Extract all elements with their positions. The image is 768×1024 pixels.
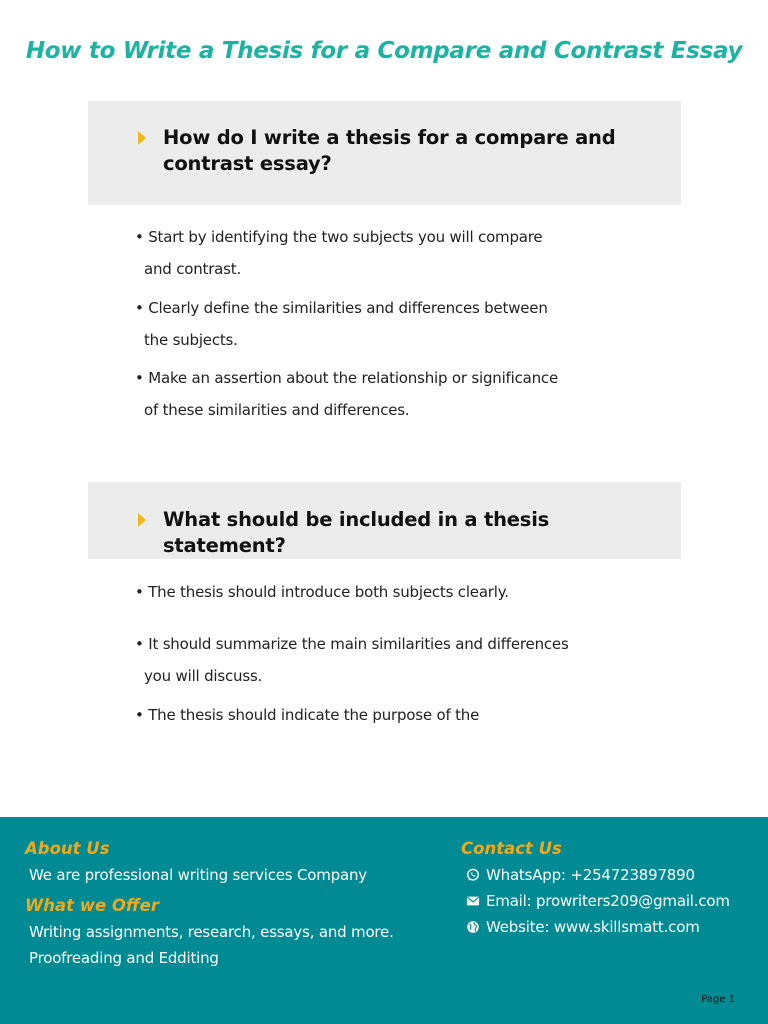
envelope-icon — [466, 894, 480, 908]
offer-line: Writing assignments, research, essays, and more. — [29, 923, 394, 941]
about-title: About Us — [25, 839, 110, 858]
page-title: How to Write a Thesis for a Compare and Contrast Essay — [25, 38, 743, 64]
bullet-item: • It should summarize the main similarities and differences you will discuss. — [135, 635, 569, 685]
bullet-item: • The thesis should indicate the purpose of the — [135, 706, 480, 724]
bullet-item: • Make an assertion about the relationship or significance of these similarities and differences. — [135, 369, 559, 419]
offer-title: What we Offer — [25, 896, 159, 915]
caret-right-icon — [138, 131, 146, 145]
offer-line: Proofreading and Edditing — [29, 949, 219, 967]
bullet-item: • Start by identifying the two subjects you will compare and contrast. — [135, 228, 543, 278]
contact-whatsapp[interactable]: WhatsApp: +254723897890 — [486, 866, 695, 884]
question-heading-1: How do I write a thesis for a compare and contrast essay? — [163, 126, 616, 175]
footer — [0, 817, 768, 1024]
question-box-1 — [88, 101, 681, 205]
globe-icon — [466, 920, 480, 934]
whatsapp-icon — [466, 868, 480, 882]
bullet-item: • Clearly define the similarities and differences between the subjects. — [135, 299, 548, 349]
question-box-2 — [88, 482, 681, 559]
contact-website[interactable]: Website: www.skillsmatt.com — [486, 918, 700, 936]
caret-right-icon — [138, 513, 146, 527]
contact-title: Contact Us — [461, 839, 562, 858]
bullet-item: • The thesis should introduce both subjects clearly. — [135, 583, 509, 601]
about-text: We are professional writing services Company — [29, 866, 367, 884]
question-heading-2: What should be included in a thesis statement? — [163, 508, 550, 557]
contact-email[interactable]: Email: prowriters209@gmail.com — [486, 892, 730, 910]
page-number: Page 1 — [701, 994, 735, 1005]
